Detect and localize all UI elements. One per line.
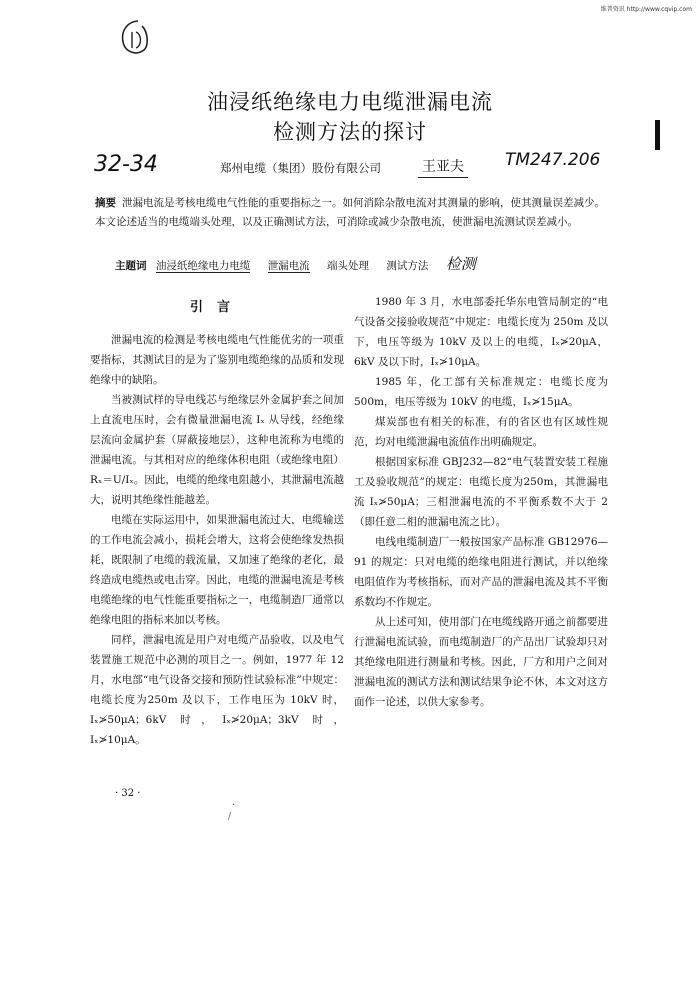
author-name: 王亚夫 [418,156,468,178]
body-paragraph: 1985 年，化工部有关标准规定：电缆长度为 500m，电压等级为 10kV 的电缆，Iₓ≯15μA。 [354,376,608,408]
header-watermark: 维普资讯 http://www.cqvip.com [600,6,692,13]
handwritten-circle-mark [118,18,152,58]
body-paragraph: 根据国家标准 GBJ232—82“电气装置安装工程施工及验收规范”的规定：电缆长度为250m，其泄漏电流 Iₓ≯50μA；三相泄漏电流的不平衡系数不大于 2（即任意二相的泄漏电流之比）。 [354,456,608,528]
stray-mark: · [232,800,236,811]
body-paragraph: 电线电缆制造厂一般按国家产品标准 GB12976—91 的规定：只对电缆的绝缘电阻进行测试，并以绝缘电阻值作为考核指标，而对产品的泄漏电流及其不平衡系数均不作规定。 [354,536,608,608]
abstract-text: 泄漏电流是考核电缆电气性能的重要指标之一。如何消除杂散电流对其测量的影响，使其测量误差减少。本文论述适当的电缆端头处理，以及正确测试方法，可消除或减少杂散电流，使泄漏电流测试误差减小。 [95,197,605,228]
body-paragraph: 泄漏电流的检测是考核电缆电气性能优劣的一项重要指标，其测试目的是为了鉴别电缆绝缘的品质和发现绝缘中的缺陷。 [90,334,344,386]
keywords [115,253,595,274]
keyword: 测试方法 [386,260,429,272]
handwritten-classification: TM247.206 [505,150,601,170]
keywords-label: 主题词 [115,260,147,272]
page-number: · 32 · [115,788,141,799]
body-paragraph: 当被测试样的导电线芯与绝缘层外金属护套之间加上直流电压时，会有微量泄漏电流 Iₓ 从导线，经绝缘层流向金属护套（屏蔽接地层），这种电流称为电缆的泄漏电流。与其相对应的绝缘体积电阻（或绝缘电阻）Rₓ＝U/Iₓ。因此，电缆的绝缘电阻越小，其泄漏电流越大，说明其绝缘性能越差。 [90,394,344,506]
body-paragraph: 1980 年 3 月，水电部委托华东电管局制定的“电气设备交接验收规范”中规定：电缆长度为 250m 及以下，电压等级为 10kV 及以上的电缆，Iₓ≯20μA，6kV 及以下时，Iₓ≯10μA。 [354,296,608,368]
stray-mark: / [228,812,232,822]
abstract [95,194,610,232]
keyword: 泄漏电流 [267,260,310,272]
body-column-right [354,292,608,712]
paper-title-line-1: 油浸纸绝缘电力电缆泄漏电流 [207,90,493,114]
body-paragraph: 从上述可知，使用部门在电缆线路开通之前都要进行泄漏电流试验，而电缆制造厂的产品出厂试验却只对其绝缘电阻进行测量和考核。因此，厂方和用户之间对泄漏电流的测试方法和测试结果争论不休，本文对这方面作一论述，以供大家参考。 [354,616,608,708]
body-paragraph: 电缆在实际运用中，如果泄漏电流过大，电缆输送的工作电流会减小，损耗会增大，这将会使绝缘发热损耗，既限制了电缆的载流量，又加速了绝缘的老化，最终造成电缆热或电击穿。因此，电缆的泄漏电流是考核电缆绝缘的电气性能重要指标之一，电缆制造厂通常以绝缘电阻的指标来加以考核。 [90,514,344,626]
keyword: 端头处理 [327,260,370,272]
body-column-left [90,292,344,750]
body-paragraph: 同样，泄漏电流是用户对电缆产品验收，以及电气装置施工规范中必测的项目之一。例如，1977 年 12 月，水电部“电气设备交接和预防性试验标准”中规定：电缆长度为250m 及以下，工作电压为 10kV 时，Iₓ≯50μA；6kV 时，Iₓ≯20μA；3kV 时，Iₓ≯10μA。 [90,634,344,746]
handwritten-page-range: 32-34 [94,152,158,177]
handwritten-keyword: 检测 [445,255,476,273]
margin-bar [655,120,660,150]
section-heading: 引言 [189,300,244,315]
keyword: 油浸纸绝缘电力电缆 [155,260,251,272]
author-affiliation: 郑州电缆（集团）股份有限公司 [220,161,381,175]
paper-title-line-2: 检测方法的探讨 [273,120,427,144]
abstract-label: 摘要 [95,197,116,209]
body-paragraph: 煤炭部也有相关的标准，有的省区也有区域性规范，均对电缆泄漏电流值作出明确规定。 [354,416,608,448]
